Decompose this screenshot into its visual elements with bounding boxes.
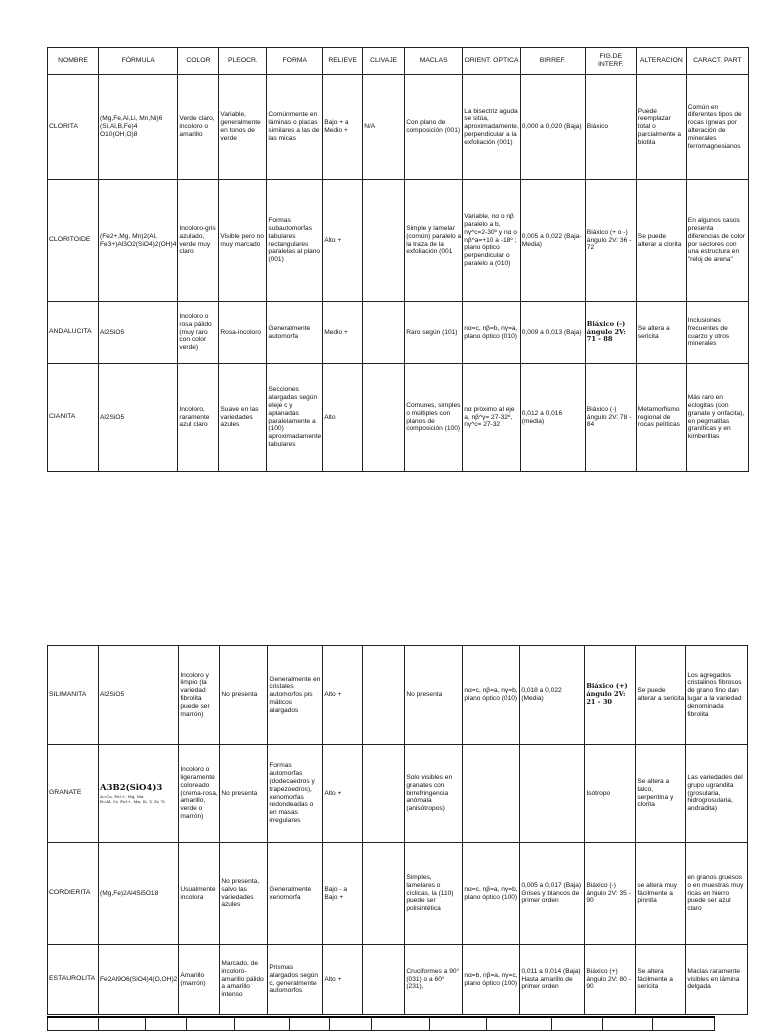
mineral-orient	[463, 745, 520, 843]
mineral-relieve: Alto +	[323, 646, 363, 745]
mineral-color: Incoloro y limpio (la variedad fibrolita puede ser marrón)	[179, 646, 220, 745]
table-row	[48, 646, 748, 745]
mineral-alteracion: Se altera a talco, serpentina y clorita	[636, 745, 686, 843]
mineral-caract: Común en diferentes tipos de rocas ígneas por alteración de minerales ferromagnesianos	[686, 75, 748, 180]
header-nombre: NOMBRE	[48, 48, 99, 75]
mineral-pleocr: Rosa-incoloro	[219, 302, 267, 364]
mineral-formula: Fe2Al9O6(SiO4)4(O,OH)2	[99, 945, 179, 1015]
header-formula: FÓRMULA	[99, 48, 178, 75]
mineral-maclas: Con plano de composición (001)	[405, 75, 463, 180]
mineral-birref	[520, 745, 585, 843]
header-forma: FORMA	[267, 48, 323, 75]
mineral-alteracion: Metamorfismo regional de rocas pelíticas	[636, 364, 686, 472]
mineral-pleocr: No presenta	[220, 745, 268, 843]
mineral-birref: 0,009 a 0,013 (Baja)	[520, 302, 585, 364]
mineral-caract: Más raro en eclogitas (con granate y onfacita), en pegmatitas graníticas y en kimberlitas	[686, 364, 748, 472]
formula-general: A3B2(SiO4)3	[100, 783, 163, 794]
mineral-name: SILIMANITA	[48, 646, 99, 745]
header-color: COLOR	[178, 48, 219, 75]
mineral-alteracion: se altera muy fácilmente a pinnita	[636, 843, 686, 945]
mineral-clivaje	[363, 646, 405, 745]
mineral-formula	[99, 745, 179, 843]
mineral-formula: Al2SiO5	[99, 364, 178, 472]
mineral-table-1	[47, 47, 749, 472]
mineral-alteracion: Se puede alterar a clorita	[636, 180, 686, 302]
mineral-fig: Biáxico (+) ángulo 2V: 21 - 30	[585, 646, 636, 745]
mineral-forma: Comúnmente en láminas o placas similares a las de las micas	[267, 75, 323, 180]
mineral-forma: Formas automorfas (dodecaedros y trapezoedros), xenomorfas redondeadas o en masas irregulares	[268, 745, 323, 843]
mineral-clivaje	[363, 745, 405, 843]
mineral-color: Usualmente incolora	[179, 843, 220, 945]
mineral-forma: Generalmente en cristales automorfos pis máticos alargados	[268, 646, 323, 745]
mineral-name: CLORITOIDE	[48, 180, 99, 302]
mineral-forma: Generalmente automorfa	[267, 302, 323, 364]
mineral-birref: 0,005 a 0,022 (Baja-Media)	[520, 180, 585, 302]
mineral-table-2	[47, 645, 748, 1015]
mineral-fig: Biáxico (+ o -) ángulo 2V: 36 - 72	[585, 180, 636, 302]
mineral-color: Incoloro o rosa pálido (muy raro con color verde)	[178, 302, 219, 364]
table-row	[48, 180, 749, 302]
mineral-name: ANDALUCITA	[48, 302, 99, 364]
mineral-maclas: Raro según (101)	[405, 302, 463, 364]
header-clivaje: CLIVAJE	[363, 48, 405, 75]
mineral-birref: 0,012 a 0,016 (media)	[520, 364, 585, 472]
mineral-name: ESTAUROLITA	[48, 945, 99, 1015]
mineral-orient: nα próximo al eje a, nβ^γ= 27-32º, nγ^c= 27-32	[463, 364, 521, 472]
mineral-caract: en granos gruesos o en muestras muy ricas en hierro puede ser azul claro	[686, 843, 748, 945]
mineral-maclas: No presenta	[405, 646, 463, 745]
mineral-pleocr: Visible pero no muy marcado	[219, 180, 267, 302]
mineral-pleocr: No presenta, salvo las variedades azules	[220, 843, 268, 945]
header-maclas: MACLAS	[405, 48, 463, 75]
mineral-color: Incoloro, raramente azul claro	[178, 364, 219, 472]
mineral-orient: La bisectriz aguda se sitúa, aproximadamente, perpendicular a la exfoliación (001)	[463, 75, 521, 180]
table-row	[48, 302, 749, 364]
header-pleocr: PLEOCR.	[219, 48, 267, 75]
mineral-alteracion: Se altera fácilmente a sericita	[636, 945, 686, 1015]
mineral-pleocr: Suave en las variedades azules	[219, 364, 267, 472]
mineral-name: GRANATE	[48, 745, 99, 843]
formula-site-b: B=Al, Cr, Fe3+, Mn, Si, V, Zr, Ti	[100, 798, 165, 804]
header-row	[48, 48, 749, 75]
mineral-pleocr: Variable, generalmente en tonos de verde	[219, 75, 267, 180]
mineral-formula: (Mg,Fe)2Al4Si5O18	[99, 843, 179, 945]
mineral-relieve: Bajo + a Medio +	[323, 75, 363, 180]
mineral-relieve: Alto +	[323, 745, 363, 843]
mineral-birref: 0,005 a 0,017 (Baja) Grises y blancos de primer orden	[520, 843, 585, 945]
mineral-clivaje: N/A	[363, 75, 405, 180]
mineral-name: CLORITA	[48, 75, 99, 180]
table-row	[48, 945, 748, 1015]
mineral-formula: Al2SiO5	[99, 302, 178, 364]
mineral-orient: nα=c, nβ=b, nγ=a, plano óptico (010)	[463, 302, 521, 364]
mineral-relieve: Alto	[323, 364, 363, 472]
mineral-orient: Variable, nα o nβ paralelo a b, nγ^c=2-30º y nα o nβ^a=+10 a -18º ; plano óptico perpendicular o paralelo a (010)	[463, 180, 521, 302]
mineral-fig: Biáxico (+) ángulo 2V: 80 - 90	[585, 945, 636, 1015]
mineral-forma: Secciones alargadas según eleje c y aplanadas paralelamente a (100) aproximadamente tabulares	[267, 364, 323, 472]
mineral-birref: 0,011 a 0,014 (Baja) Hasta amarillo de primer orden	[520, 945, 585, 1015]
mineral-relieve: Alto +	[323, 180, 363, 302]
mineral-fig: Biáxico (-) ángulo 2V: 35 - 90	[585, 843, 636, 945]
table-row	[48, 364, 749, 472]
mineral-caract: Inclusiones frecuentes de cuarzo y otros minerales	[686, 302, 748, 364]
mineral-orient: nα=c, nβ=a, nγ=b, plano óptico (010)	[463, 646, 520, 745]
mineral-color: Incoloro o ligeramente coloreado (crema-rosa, amarillo, verde o marrón)	[179, 745, 220, 843]
mineral-caract: Los agregados cristalinos fibrosos de grano fino dan lugar a la variedad denominada fibrolita	[686, 646, 748, 745]
mineral-formula: (Fe2+,Mg, Mn)2(Al, Fe3+)Al3O2(SiO4)2(OH)4	[99, 180, 178, 302]
mineral-color: Verde claro, incoloro o amarillo	[178, 75, 219, 180]
mineral-maclas: Solo visibles en granates con birrefringencia anómala (anisótropos)	[405, 745, 463, 843]
mineral-orient: nα=c, nβ=a, nγ=b, plano óptico (100)	[463, 843, 520, 945]
mineral-alteracion: Se altera a sericita	[636, 302, 686, 364]
mineral-color: Incoloro-gris azulado, verde muy claro	[178, 180, 219, 302]
mineral-fig: Biáxico (-) ángulo 2V: 78 - 84	[585, 364, 636, 472]
mineral-clivaje	[363, 180, 405, 302]
mineral-alteracion: Se puede alterar a sericita	[636, 646, 686, 745]
mineral-fig: Biáxico	[585, 75, 636, 180]
mineral-fig: Biáxico (-) ángulo 2V: 71 - 88	[585, 302, 636, 364]
header-caract: CARACT. PART	[686, 48, 748, 75]
mineral-pleocr: No presenta	[220, 646, 268, 745]
mineral-formula: Al2SiO5	[99, 646, 179, 745]
mineral-forma: Generalmente xenomorfa	[268, 843, 323, 945]
mineral-maclas: Simple y lamelar (común) paralelo a la traza de la exfoliación (001	[405, 180, 463, 302]
mineral-caract: En algunos casos presenta diferencias de color por sectores con una estructura en "reloj de arena"	[686, 180, 748, 302]
mineral-maclas: Simples, lamelares o cíclicas, la (110) puede ser polisintética	[405, 843, 463, 945]
mineral-clivaje	[363, 302, 405, 364]
mineral-fig: Isótropo	[585, 745, 636, 843]
formula-site-a: A=Ca, Fe2+, Mg, Mn	[100, 793, 144, 799]
mineral-relieve: Medio +	[323, 302, 363, 364]
mineral-alteracion: Puede reemplazar total o parcialmente a biotita	[636, 75, 686, 180]
mineral-clivaje	[363, 364, 405, 472]
mineral-birref: 0,000 a 0,020 (Baja)	[520, 75, 585, 180]
mineral-relieve: Alto +	[323, 945, 363, 1015]
header-orient: ORIENT. OPTICA	[463, 48, 521, 75]
mineral-color: Amarillo (marrón)	[179, 945, 220, 1015]
header-birref: BIRREF.	[520, 48, 585, 75]
mineral-clivaje	[363, 945, 405, 1015]
table-row	[48, 843, 748, 945]
mineral-clivaje	[363, 843, 405, 945]
mineral-formula: (Mg,Fe,Al,Li, Mn,Ni)6 (Si,Al,B,Fe)4 O10(OH,O)8	[99, 75, 178, 180]
mineral-name: CORDIERITA	[48, 843, 99, 945]
header-fig-interf: FIG.DE INTERF.	[585, 48, 636, 75]
mineral-relieve: Bajo - a Bajo +	[323, 843, 363, 945]
mineral-birref: 0,018 a 0,022 (Media)	[520, 646, 585, 745]
table-row	[48, 75, 749, 180]
mineral-name: CIANITA	[48, 364, 99, 472]
mineral-caract: Las variedades del grupo ugrandita (grosularia, hidrogrosularia, andradita)	[686, 745, 748, 843]
header-alteracion: ALTERACION	[636, 48, 686, 75]
table-row	[48, 745, 748, 843]
mineral-maclas: Cruciformes a 90° (031) o a 60° (231),	[405, 945, 463, 1015]
mineral-pleocr: Marcado, de incoloro-amarillo pálido a amarillo intenso	[220, 945, 268, 1015]
mineral-forma: Formas subautomorfas tabulares rectangulares paralelas al plano (001)	[267, 180, 323, 302]
mineral-caract: Maclas raramente visibles en lámina delgada	[686, 945, 748, 1015]
mineral-maclas: Comunes, simples o múltiples con planos de composición (100)	[405, 364, 463, 472]
mineral-forma: Prismas alargados según c, generalmente automorfos	[268, 945, 323, 1015]
header-relieve: RELIEVE	[323, 48, 363, 75]
mineral-orient: nα=b, nβ=a, nγ=c, plano óptico (100)	[463, 945, 520, 1015]
